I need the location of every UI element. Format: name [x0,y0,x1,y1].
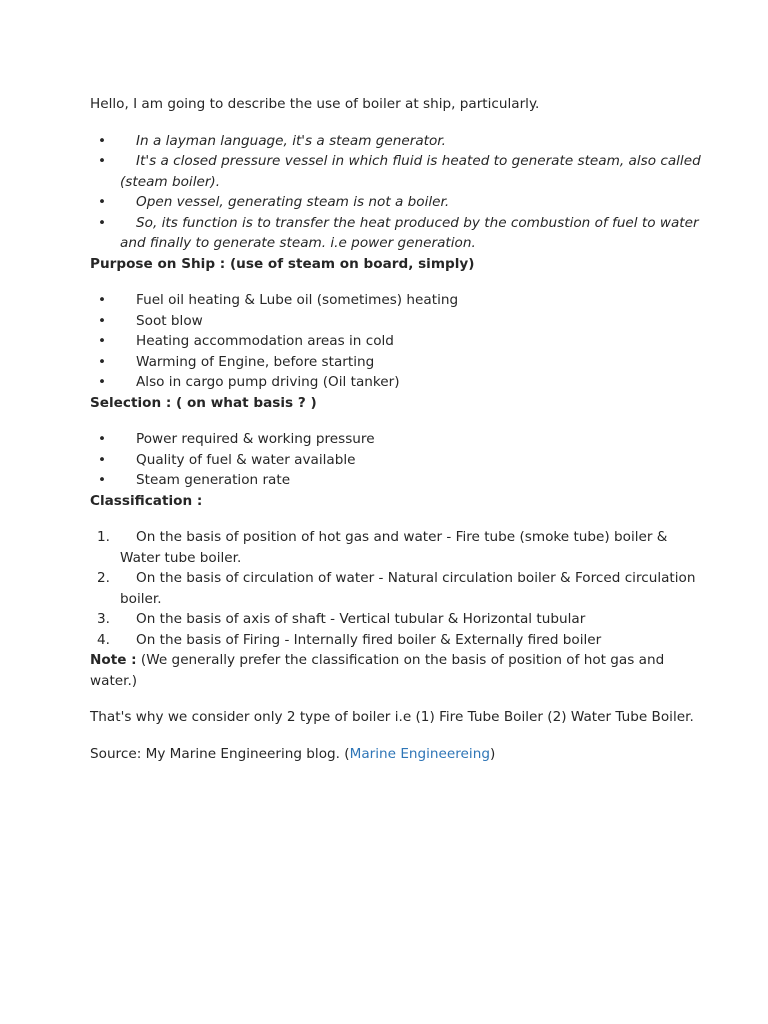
purpose-item [90,290,710,311]
definition-item-text: Open vessel, generating steam is not a boiler. [136,194,450,210]
selection-item [90,450,710,471]
bullet-icon: • [98,431,107,447]
selection-heading: Selection : ( on what basis ? ) [90,394,317,411]
purpose-item [90,372,710,393]
purpose-item-text: Also in cargo pump driving (Oil tanker) [136,374,400,390]
selection-list [90,429,710,491]
definition-item-text: So, its function is to transfer the heat produced by the combustion of fuel to water and finally to generate steam. i.e power generation. [120,214,699,251]
purpose-item [90,311,710,332]
bullet-icon: • [98,353,107,370]
definition-item [90,151,710,192]
bullet-icon: • [98,451,107,468]
list-number: 3. [97,611,110,627]
definition-item [90,131,710,152]
source-paragraph [90,744,710,765]
bullet-icon: • [98,312,107,329]
note-text: (We generally prefer the classification on the basis of position of hot gas and water.) [90,652,665,689]
selection-item-text: Quality of fuel & water available [136,451,356,468]
bullet-icon: • [98,374,107,390]
note-paragraph [90,650,710,691]
definition-item-text: It's a closed pressure vessel in which fluid is heated to generate steam, also called (steam boiler). [120,153,701,190]
classification-item-text: On the basis of axis of shaft - Vertical tubular & Horizontal tubular [136,611,586,627]
purpose-item-text: Heating accommodation areas in cold [136,333,394,349]
bullet-icon: • [98,194,107,210]
classification-item [90,609,710,630]
classification-list [90,527,710,650]
classification-item [90,630,710,651]
purpose-list [90,290,710,393]
intro-paragraph: Hello, I am going to describe the use of boiler at ship, particularly. [90,96,540,112]
classification-item-text: On the basis of position of hot gas and water - Fire tube (smoke tube) boiler & Water tube boiler. [120,529,668,566]
classification-heading: Classification : [90,492,203,509]
classification-item-text: On the basis of circulation of water - Natural circulation boiler & Forced circulation boiler. [120,570,696,607]
source-suffix: ) [489,745,496,762]
classification-item-text: On the basis of Firing - Internally fired boiler & Externally fired boiler [136,631,602,648]
definition-list [90,131,710,254]
bullet-icon: • [98,472,107,488]
purpose-heading: Purpose on Ship : (use of steam on board, simply) [90,255,475,272]
note-label: Note : [90,652,137,668]
purpose-item-text: Fuel oil heating & Lube oil (sometimes) heating [136,292,459,308]
classification-item [90,527,710,568]
bullet-icon: • [98,132,107,149]
selection-item [90,470,710,491]
list-number: 4. [97,631,110,648]
selection-item [90,429,710,450]
bullet-icon: • [98,214,107,231]
definition-item [90,192,710,213]
marine-engineering-link[interactable]: Marine Engineereing [349,745,490,762]
bullet-icon: • [98,292,107,308]
definition-item-text: In a layman language, it's a steam generator. [136,132,446,149]
list-number: 1. [97,529,110,545]
selection-item-text: Steam generation rate [136,472,291,488]
document-page [90,94,710,764]
purpose-item-text: Soot blow [136,312,203,329]
definition-item [90,213,710,254]
bullet-icon: • [98,153,107,169]
purpose-item [90,331,710,352]
conclusion-paragraph: That's why we consider only 2 type of boiler i.e (1) Fire Tube Boiler (2) Water Tube Boiler. [90,709,694,725]
selection-item-text: Power required & working pressure [136,431,375,447]
source-prefix: Source: My Marine Engineering blog. ( [90,745,350,762]
classification-item [90,568,710,609]
bullet-icon: • [98,333,107,349]
list-number: 2. [97,570,110,586]
purpose-item-text: Warming of Engine, before starting [136,353,375,370]
purpose-item [90,352,710,373]
